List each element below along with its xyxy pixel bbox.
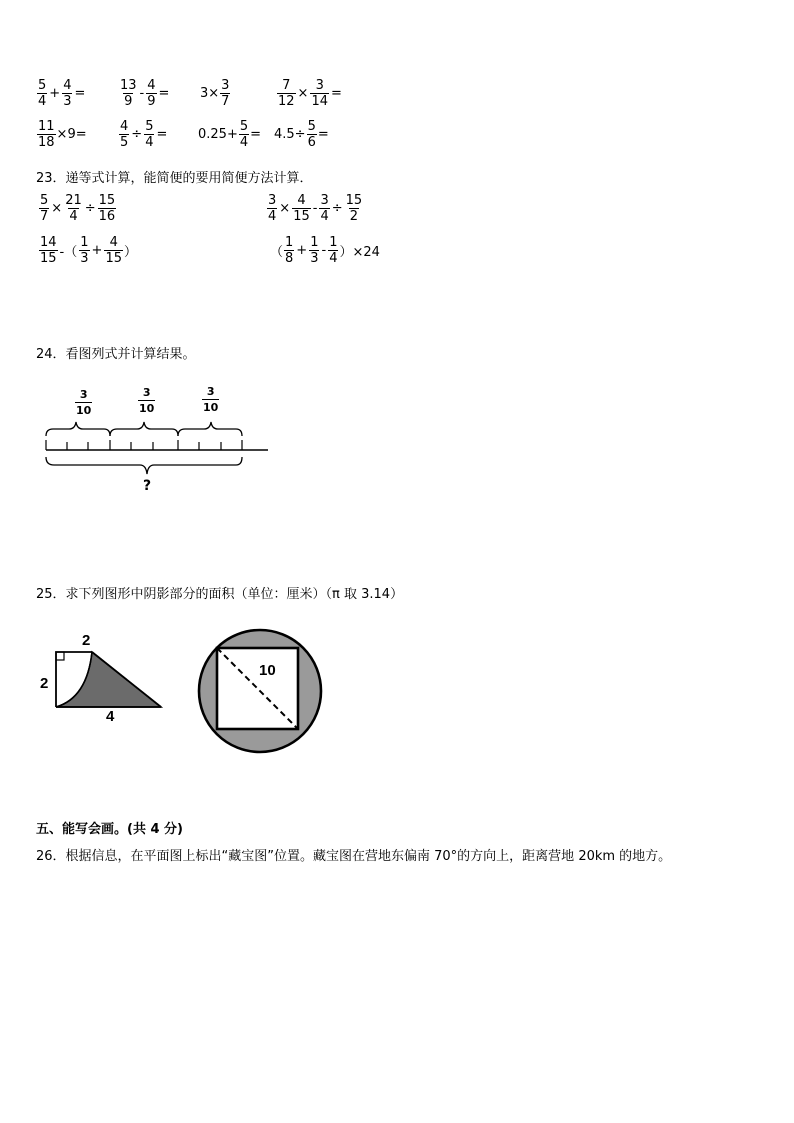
calc-2-2: $\frac{4}{5}$ ÷ $\frac{5}{4}$ = [120, 119, 168, 150]
brace-label-1: $\frac{3}{10}$ [76, 388, 92, 417]
question-mark: ? [143, 478, 152, 494]
q25-title: 25．求下列图形中阴影部分的面积（单位：厘米）（π 取 3.14） [36, 587, 404, 602]
calc-2-1: $\frac{11}{18}$ ×9= [38, 119, 87, 150]
calc-1-2: $\frac{13}{9}$ - $\frac{4}{9}$ = [120, 78, 170, 109]
shaded-figure-1 [36, 632, 166, 724]
section-5-title: 五、能写会画。(共 4 分) [36, 822, 183, 837]
q26-title: 26．根据信息，在平面图上标出“藏宝图”位置。藏宝图在营地东偏南 70°的方向上，距离营地 20km 的地方。 [36, 849, 672, 864]
right-angle-mark [56, 652, 64, 660]
brace-label-3: $\frac{3}{10}$ [203, 385, 219, 414]
q23-calc-2: $\frac{3}{4}$ × $\frac{4}{15}$ - $\frac{3}{4}$ ÷ $\frac{15}{2}$ [268, 193, 363, 224]
q23-calc-4: （ $\frac{1}{8}$ + $\frac{1}{3}$ - $\frac{1}{4}$ ）×24 [270, 235, 380, 266]
fig1-top-label: 2 [82, 632, 91, 649]
brace-top-3 [178, 422, 242, 436]
fig1-left-label: 2 [40, 675, 49, 692]
q23-calc-3: $\frac{14}{15}$ -（ $\frac{1}{3}$ + $\frac{4}{15}$ ） [40, 235, 137, 266]
calc-2-3: 0.25+ $\frac{5}{4}$ = [198, 119, 262, 150]
calc-1-1: $\frac{5}{4}$ + $\frac{4}{3}$ = [38, 78, 86, 109]
brace-label-2: $\frac{3}{10}$ [139, 386, 155, 415]
q23-calc-1: $\frac{5}{7}$ × $\frac{21}{4}$ ÷ $\frac{15}{16}$ [40, 193, 116, 224]
fig1-bottom-label: 4 [106, 708, 115, 725]
calc-2-4: 4.5÷ $\frac{5}{6}$ = [274, 119, 329, 150]
number-line-diagram [36, 418, 276, 480]
inscribed-square [217, 648, 298, 729]
brace-bottom [46, 457, 242, 474]
fig2-diag-label: 10 [259, 662, 276, 679]
q23-title: 23．递等式计算，能简便的要用简便方法计算． [36, 171, 313, 186]
brace-top-2 [110, 422, 178, 436]
q24-title: 24．看图列式并计算结果。 [36, 347, 196, 362]
calc-1-3: 3× $\frac{3}{7}$ [200, 78, 230, 109]
brace-top-1 [46, 422, 110, 436]
calc-1-4: $\frac{7}{12}$ × $\frac{3}{14}$ = [278, 78, 342, 109]
shaded-figure-2 [196, 627, 328, 759]
number-line-ticks [46, 440, 242, 450]
